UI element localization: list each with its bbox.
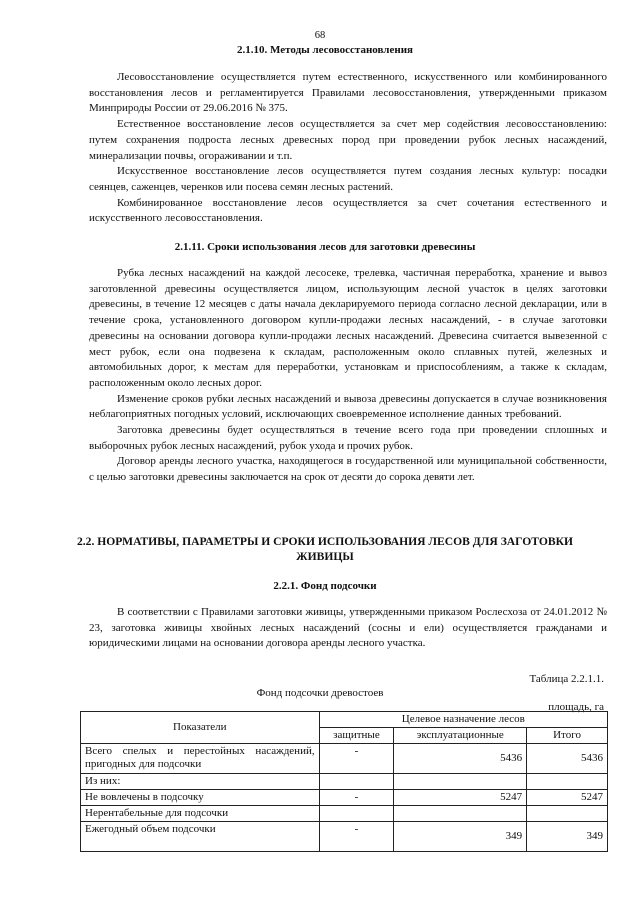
- paragraph: Рубка лесных насаждений на каждой лесосеке, трелевка, частичная переработка, хранение и вывоз заготовленной древесины осуществляется лицом, использующим лесной участок в целях заготовки древесины, в течение 12 месяцев с даты начала декларируемого периода согласно лесной декларации, или в течение срока, установленного договором купли-продажи лесных насаждений, - в случае заготовки древесины на основании договора купли-продажи лесных насаждений. Древесина считается вывезенной с мест рубок, если она подвезена к складам, расположенным около сплавных путей, железных и автомобильных дорог, к местам для переработки, установкам и приспособлениям, а также к складам, расположенным около лесных дорог.: [89, 267, 607, 389]
- cell-exploitation: [394, 806, 527, 822]
- header-exploitation: эксплуатационные: [394, 728, 527, 744]
- section-title-2-1-11: 2.1.11. Сроки использования лесов для заготовки древесины: [174, 241, 476, 253]
- paragraph: В соответствии с Правилами заготовки живицы, утвержденными приказом Рослесхоза от 24.01.2012 № 23, заготовка живицы хвойных лесных насаждений (сосны и ели) осуществляется гражданами и юридическими лицами на основании договора аренды лесного участка.: [89, 606, 607, 650]
- paragraph: Заготовка древесины будет осуществляться в течение всего года при проведении сплошных и выборочных рубок лесных насаждений, рубок ухода и прочих рубок.: [89, 424, 607, 452]
- paragraph: Искусственное восстановление лесов осуществляется путем создания лесных культур: посадки сеянцев, саженцев, черенков или посева семян лесных растений.: [89, 165, 607, 193]
- row-label: Из них:: [81, 774, 320, 790]
- paragraph: Изменение сроков рубки лесных насаждений и вывоза древесины допускается в случае возникновения неблагоприятных погодных условий, исключающих своевременное исполнение данных требований.: [89, 392, 607, 421]
- paragraph: Комбинированное восстановление лесов осуществляется за счет сочетания естественного и искусственного лесовосстановления.: [89, 196, 607, 225]
- table-name: Фонд подсочки древостоев: [256, 687, 384, 699]
- cell-exploitation: 349: [394, 822, 527, 852]
- table-row: [81, 744, 608, 774]
- row-label: Нерентабельные для подсочки: [81, 806, 320, 822]
- cell-total: 349: [527, 822, 608, 852]
- paragraph: Договор аренды лесного участка, находящегося в государственной или муниципальной собственности, с целью заготовки древесины заключается на срок от десяти до сорока девяти лет.: [89, 455, 607, 484]
- row-label: Всего спелых и перестойных насаждений, пригодных для подсочки: [81, 744, 320, 774]
- cell-protective: -: [319, 790, 394, 806]
- header-indicators: Показатели: [81, 712, 320, 744]
- section-body-2-2-1: [89, 605, 607, 652]
- cell-protective: -: [319, 744, 394, 774]
- page-number: 68: [314, 30, 326, 41]
- section-body-2-1-11: [89, 266, 607, 486]
- data-table: [80, 711, 608, 852]
- paragraph: Лесовосстановление осуществляется путем естественного, искусственного или комбинированного восстановления лесов и регламентируется Правилами лесовосстановления, утвержденными приказом Минприроды России от 29.06.2016 № 375.: [89, 71, 607, 115]
- header-group: Целевое назначение лесов: [319, 712, 607, 728]
- row-label: Не вовлечены в подсочку: [81, 790, 320, 806]
- section-title-2-1-10: 2.1.10. Методы лесовосстановления: [237, 44, 413, 56]
- cell-protective: [319, 806, 394, 822]
- cell-total: [527, 774, 608, 790]
- table-row: [81, 790, 608, 806]
- cell-total: [527, 806, 608, 822]
- cell-protective: [319, 774, 394, 790]
- table-unit: площадь, га: [548, 701, 604, 713]
- cell-exploitation: [394, 774, 527, 790]
- table-caption: Таблица 2.2.1.1.: [529, 673, 604, 685]
- cell-total: 5436: [527, 744, 608, 774]
- section-title-2-2: 2.2. НОРМАТИВЫ, ПАРАМЕТРЫ И СРОКИ ИСПОЛЬЗОВАНИЯ ЛЕСОВ ДЛЯ ЗАГОТОВКИ ЖИВИЦЫ: [76, 535, 574, 563]
- cell-total: 5247: [527, 790, 608, 806]
- cell-protective: -: [319, 822, 394, 852]
- section-title-2-2-1: 2.2.1. Фонд подсочки: [273, 580, 377, 592]
- table-row: [81, 822, 608, 852]
- table-header-row: [81, 712, 608, 728]
- row-label: Ежегодный объем подсочки: [81, 822, 320, 852]
- cell-exploitation: 5436: [394, 744, 527, 774]
- section-body-2-1-10: [89, 70, 607, 227]
- cell-exploitation: 5247: [394, 790, 527, 806]
- header-total: Итого: [527, 728, 608, 744]
- table-row: [81, 806, 608, 822]
- table-row: [81, 774, 608, 790]
- header-protective: защитные: [319, 728, 394, 744]
- paragraph: Естественное восстановление лесов осуществляется за счет мер содействия лесовосстановлению: путем сохранения подроста лесных древесных пород при проведении рубок лесных насаждений, минерализации почвы, огораживании и т.п.: [89, 118, 607, 162]
